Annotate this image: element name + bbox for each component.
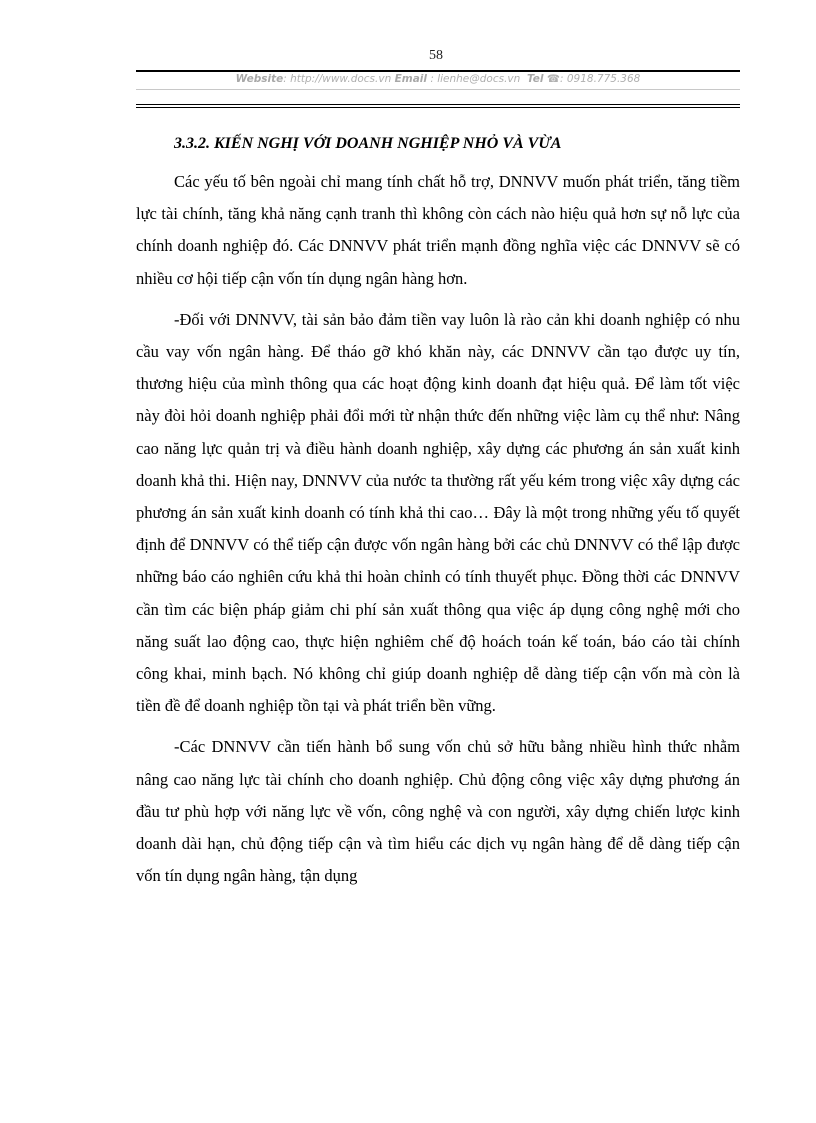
header-rule-top — [136, 70, 740, 72]
paragraph-1: Các yếu tố bên ngoài chỉ mang tính chất hỗ trợ, DNNVV muốn phát triển, tăng tiềm lực tài chính, tăng khả năng cạnh tranh thì không còn cách nào hiệu quả hơn sự nỗ lực của chính doanh nghiệp đó. Các DNNVV phát triển mạnh đồng nghĩa việc các DNNVV sẽ có nhiều cơ hội tiếp cận vốn tín dụng ngân hàng hơn. — [136, 172, 740, 288]
tel-value: : 0918.775.368 — [559, 73, 641, 85]
header-rule-middle — [136, 89, 740, 90]
website-label: Website — [235, 73, 284, 85]
document-body — [136, 128, 740, 901]
header-rule-bottom — [136, 104, 740, 108]
tel-label: Tel — [527, 73, 544, 85]
page-header — [136, 73, 740, 85]
phone-icon: ☎ — [546, 73, 560, 85]
page-number: 58 — [429, 48, 443, 63]
paragraph-3: -Các DNNVV cần tiến hành bổ sung vốn chủ sở hữu bằng nhiều hình thức nhằm nâng cao năng lực tài chính cho doanh nghiệp. Chủ động công việc xây dựng phương án đầu tư phù hợp với năng lực về vốn, công nghệ và con người, xây dựng chiến lược kinh doanh dài hạn, chủ động tiếp cận và tìm hiểu các dịch vụ ngân hàng để dễ dàng tiếp cận vốn tín dụng ngân hàng, tận dụng — [136, 737, 740, 886]
section-title: 3.3.2. KIẾN NGHỊ VỚI DOANH NGHIỆP NHỎ VÀ VỪA — [174, 135, 562, 152]
website-value: : http://www.docs.vn — [283, 73, 392, 85]
email-label: Email — [394, 73, 427, 85]
email-value: : lienhe@docs.vn — [426, 73, 521, 85]
paragraph-2: -Đối với DNNVV, tài sản bảo đảm tiền vay luôn là rào cản khi doanh nghiệp có nhu cầu vay vốn ngân hàng. Để tháo gỡ khó khăn này, các DNNVV cần tạo được uy tín, thương hiệu của mình thông qua các hoạt động kinh doanh đạt hiệu quả. Để làm tốt việc này đòi hỏi doanh nghiệp phải đổi mới từ nhận thức đến những việc làm cụ thể như: Nâng cao năng lực quản trị và điều hành doanh nghiệp, xây dựng các phương án sản xuất kinh doanh khả thi. Hiện nay, DNNVV của nước ta thường rất yếu kém trong việc xây dựng các phương án sản xuất kinh doanh có tính khả thi cao… Đây là một trong những yếu tố quyết định để DNNVV có thể tiếp cận được vốn ngân hàng bởi các chủ DNNVV có thể lập được những báo cáo nghiên cứu khả thi hoàn chỉnh có tính thuyết phục. Đồng thời các DNNVV cần tìm các biện pháp giảm chi phí sản xuất thông qua việc áp dụng công nghệ mới cho năng suất lao động cao, thực hiện nghiêm chế độ hoách toán kế toán, báo cáo tài chính công khai, minh bạch. Nó không chỉ giúp doanh nghiệp dễ dàng tiếp cận vốn mà còn là tiền đề để doanh nghiệp tồn tại và phát triển bền vững. — [136, 309, 740, 716]
